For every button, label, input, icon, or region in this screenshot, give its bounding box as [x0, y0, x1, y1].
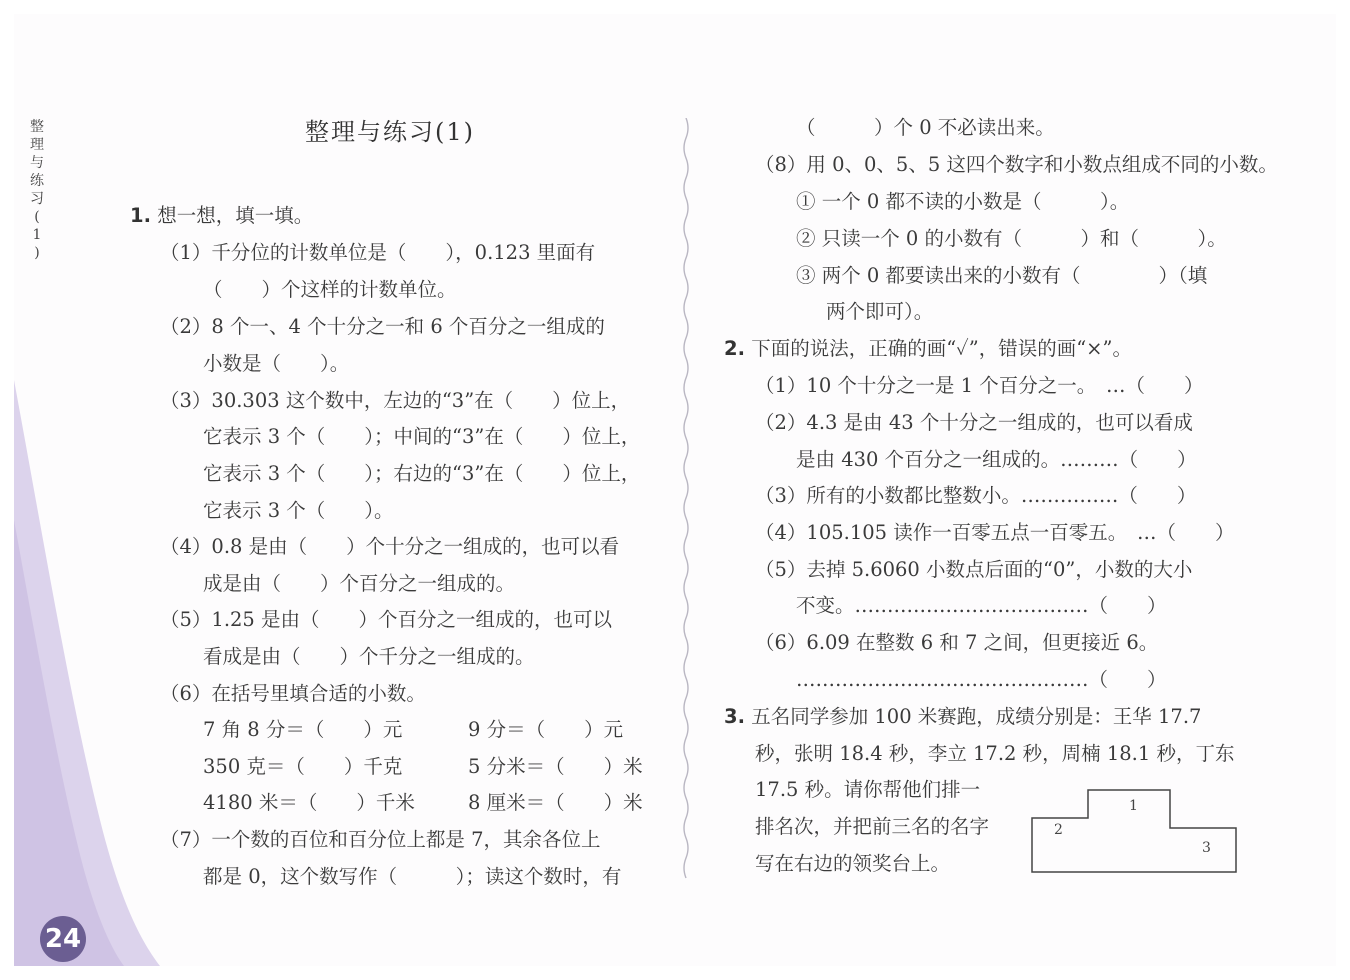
question-title: 想一想，填一填。 [157, 204, 314, 227]
conversion-item: 8 厘米＝（ ）米 [468, 791, 643, 814]
question-line: 小数是（ ）。 [203, 352, 350, 375]
question-number: 1. [130, 204, 151, 227]
question-line: ② 只读一个 0 的小数有（ ）和（ ）。 [796, 227, 1227, 250]
page-title: 整理与练习(1) [305, 118, 475, 146]
podium-label-2: 2 [1054, 822, 1063, 838]
award-podium [1030, 788, 1242, 874]
judge-item: ………………………………………（ ） [796, 668, 1167, 691]
question-line: 它表示 3 个（ ）；中间的“3”在（ ）位上， [203, 425, 641, 448]
conversion-item: 7 角 8 分＝（ ）元 [203, 718, 403, 741]
judge-item: 是由 430 个百分之一组成的。………（ ） [796, 448, 1197, 471]
conversion-item: 9 分＝（ ）元 [468, 718, 624, 741]
question-line: 两个即可）。 [826, 300, 934, 323]
question-3-heading [724, 703, 1201, 731]
question-line: （6）在括号里填合适的小数。 [160, 682, 426, 705]
question-number: 3. [724, 705, 745, 728]
question-line: （1）千分位的计数单位是（ ），0.123 里面有 [160, 241, 596, 264]
question-line: （8）用 0、0、5、5 这四个数字和小数点组成不同的小数。 [755, 153, 1278, 176]
question-1-heading [130, 202, 313, 230]
question-line: 排名次，并把前三名的名字 [755, 815, 990, 838]
question-line: 都是 0，这个数写作（ ）；读这个数时，有 [203, 865, 622, 888]
podium-label-1: 1 [1129, 798, 1138, 814]
question-line: 它表示 3 个（ ）；右边的“3”在（ ）位上， [203, 462, 641, 485]
question-line: ③ 两个 0 都要读出来的小数有（ ）（填 [796, 264, 1208, 287]
question-line: 成是由（ ）个百分之一组成的。 [203, 572, 516, 595]
question-number: 2. [724, 337, 745, 360]
judge-item: （4）105.105 读作一百零五点一百零五。 …（ ） [755, 521, 1235, 544]
question-line: ① 一个 0 都不读的小数是（ ）。 [796, 190, 1130, 213]
conversion-item: 350 克＝（ ）千克 [203, 755, 403, 778]
question-line: 秒，张明 18.4 秒，李立 17.2 秒，周楠 18.1 秒，丁东 [755, 742, 1235, 765]
question-line: （5）1.25 是由（ ）个百分之一组成的，也可以 [160, 608, 613, 631]
judge-item: 不变。………………………………（ ） [796, 594, 1167, 617]
question-line: （3）30.303 这个数中，左边的“3”在（ ）位上， [160, 389, 631, 412]
question-line: （4）0.8 是由（ ）个十分之一组成的，也可以看 [160, 535, 620, 558]
question-line: 17.5 秒。请你帮他们排一 [755, 778, 981, 801]
judge-item: （5）去掉 5.6060 小数点后面的“0”，小数的大小 [755, 558, 1193, 581]
judge-item: （2）4.3 是由 43 个十分之一组成的，也可以看成 [755, 411, 1193, 434]
podium-label-3: 3 [1202, 840, 1211, 856]
judge-item: （6）6.09 在整数 6 和 7 之间，但更接近 6。 [755, 631, 1159, 654]
question-title: 下面的说法，正确的画“✓”，错误的画“×”。 [751, 337, 1132, 360]
conversion-item: 4180 米＝（ ）千米 [203, 791, 415, 814]
side-title: 整 理 与 练 习 ( 1 ) [30, 119, 44, 261]
question-line: （ ）个这样的计数单位。 [203, 278, 457, 301]
conversion-item: 5 分米＝（ ）米 [468, 755, 643, 778]
question-line: 五名同学参加 100 米赛跑，成绩分别是：王华 17.7 [751, 705, 1202, 728]
question-2-heading [724, 335, 1132, 363]
question-line: 看成是由（ ）个千分之一组成的。 [203, 645, 535, 668]
question-line: （7）一个数的百位和百分位上都是 7，其余各位上 [160, 828, 601, 851]
judge-item: （3）所有的小数都比整数小。……………（ ） [755, 484, 1197, 507]
page-number-badge: 24 [40, 916, 86, 962]
question-line: （2）8 个一、4 个十分之一和 6 个百分之一组成的 [160, 315, 605, 338]
question-line: （ ）个 0 不必读出来。 [796, 116, 1055, 139]
page-divider [678, 118, 694, 888]
question-line: 它表示 3 个（ ）。 [203, 499, 394, 522]
question-line: 写在右边的领奖台上。 [755, 852, 951, 875]
judge-item: （1）10 个十分之一是 1 个百分之一。 …（ ） [755, 374, 1204, 397]
